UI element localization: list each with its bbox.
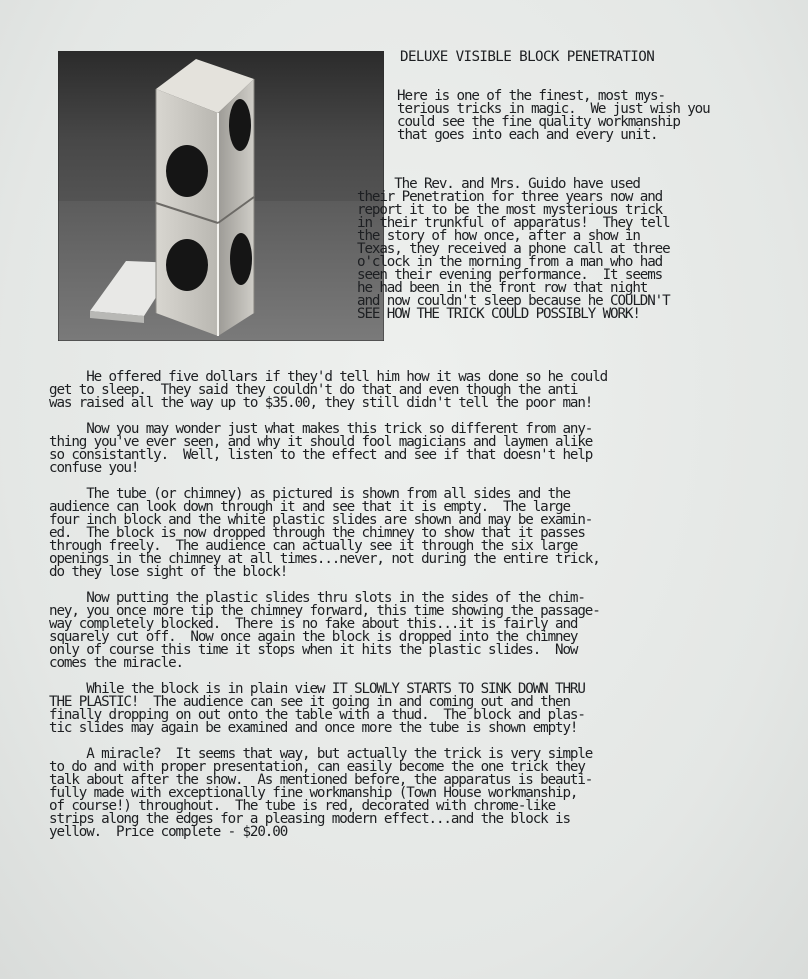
- body-line: audience can look down through it and see that it is empty. The large: [49, 499, 570, 515]
- body-text: [49, 358, 607, 839]
- story-line: report it to be the most mysterious trick: [357, 202, 663, 218]
- body-line: confuse you!: [49, 460, 139, 476]
- body-line: fully made with exceptionally fine workmanship (Town House workmanship,: [49, 785, 578, 801]
- story-line: and now couldn't sleep because he COULDN'T: [357, 293, 670, 309]
- story-line: seen their evening performance. It seems: [357, 267, 663, 283]
- body-line: to do and with proper presentation, can easily become the one trick they: [49, 759, 585, 775]
- body-line: He offered five dollars if they'd tell him how it was done so he could: [49, 369, 608, 385]
- intro-line: Here is one of the finest, most mys-: [397, 88, 665, 104]
- opening-upper-right: [229, 99, 251, 151]
- body-line: of course!) throughout. The tube is red, decorated with chrome-like: [49, 798, 556, 814]
- body-line: squarely cut off. Now once again the block is dropped into the chimney: [49, 629, 578, 645]
- opening-lower-right: [230, 233, 252, 285]
- body-line: only of course this time it stops when it hits the plastic slides. Now: [49, 642, 578, 658]
- body-line: was raised all the way up to $35.00, they still didn't tell the poor man!: [49, 395, 593, 411]
- body-line: through freely. The audience can actually see it through the six large: [49, 538, 578, 554]
- body-line: tic slides may again be examined and once more the tube is shown empty!: [49, 720, 578, 736]
- intro-line: could see the fine quality workmanship: [397, 114, 680, 130]
- story-line: The Rev. and Mrs. Guido have used: [357, 176, 640, 192]
- intro-line: terious tricks in magic. We just wish you: [397, 101, 710, 117]
- product-photo: [58, 51, 384, 341]
- article-title: DELUXE VISIBLE BLOCK PENETRATION: [400, 49, 655, 65]
- story-line: SEE HOW THE TRICK COULD POSSIBLY WORK!: [357, 306, 640, 322]
- chimney-illustration: [58, 51, 384, 341]
- body-line: four inch block and the white plastic slides are shown and may be examin-: [49, 512, 593, 528]
- body-line: comes the miracle.: [49, 655, 183, 671]
- body-line: talk about after the show. As mentioned before, the apparatus is beauti-: [49, 772, 593, 788]
- body-line: openings in the chimney at all times...never, not during the entire trick,: [49, 551, 600, 567]
- body-line: thing you've ever seen, and why it should fool magicians and laymen alike: [49, 434, 593, 450]
- story-line: Texas, they received a phone call at three: [357, 241, 670, 257]
- chimney-tube: [156, 59, 254, 336]
- story-line: the story of how once, after a show in: [357, 228, 640, 244]
- body-line: Now putting the plastic slides thru slots in the sides of the chim-: [49, 590, 585, 606]
- body-line: ed. The block is now dropped through the chimney to show that it passes: [49, 525, 585, 541]
- body-line: ney, you once more tip the chimney forward, this time showing the passage-: [49, 603, 600, 619]
- story-line: he had been in the front row that night: [357, 280, 648, 296]
- story-line: o'clock in the morning from a man who had: [357, 254, 663, 270]
- story-line: in their trunkful of apparatus! They tell: [357, 215, 670, 231]
- intro-paragraph: [397, 77, 710, 142]
- body-line: do they lose sight of the block!: [49, 564, 288, 580]
- story-line: their Penetration for three years now and: [357, 189, 663, 205]
- body-line: finally dropping on out onto the table with a thud. The block and plas-: [49, 707, 585, 723]
- body-line: way completely blocked. There is no fake about this...it is fairly and: [49, 616, 578, 632]
- body-line: so consistantly. Well, listen to the effect and see if that doesn't help: [49, 447, 593, 463]
- body-line: THE PLASTIC! The audience can see it going in and coming out and then: [49, 694, 570, 710]
- body-line: Now you may wonder just what makes this trick so different from any-: [49, 421, 593, 437]
- body-line: The tube (or chimney) as pictured is shown from all sides and the: [49, 486, 570, 502]
- opening-lower-left: [166, 239, 208, 291]
- opening-upper-left: [166, 145, 208, 197]
- story-paragraph: [357, 165, 670, 321]
- body-line: get to sleep. They said they couldn't do that and even though the anti: [49, 382, 578, 398]
- body-line: While the block is in plain view IT SLOWLY STARTS TO SINK DOWN THRU: [49, 681, 585, 697]
- intro-line: that goes into each and every unit.: [397, 127, 658, 143]
- body-line: yellow. Price complete - $20.00: [49, 824, 288, 840]
- body-line: strips along the edges for a pleasing modern effect...and the block is: [49, 811, 570, 827]
- body-line: A miracle? It seems that way, but actually the trick is very simple: [49, 746, 593, 762]
